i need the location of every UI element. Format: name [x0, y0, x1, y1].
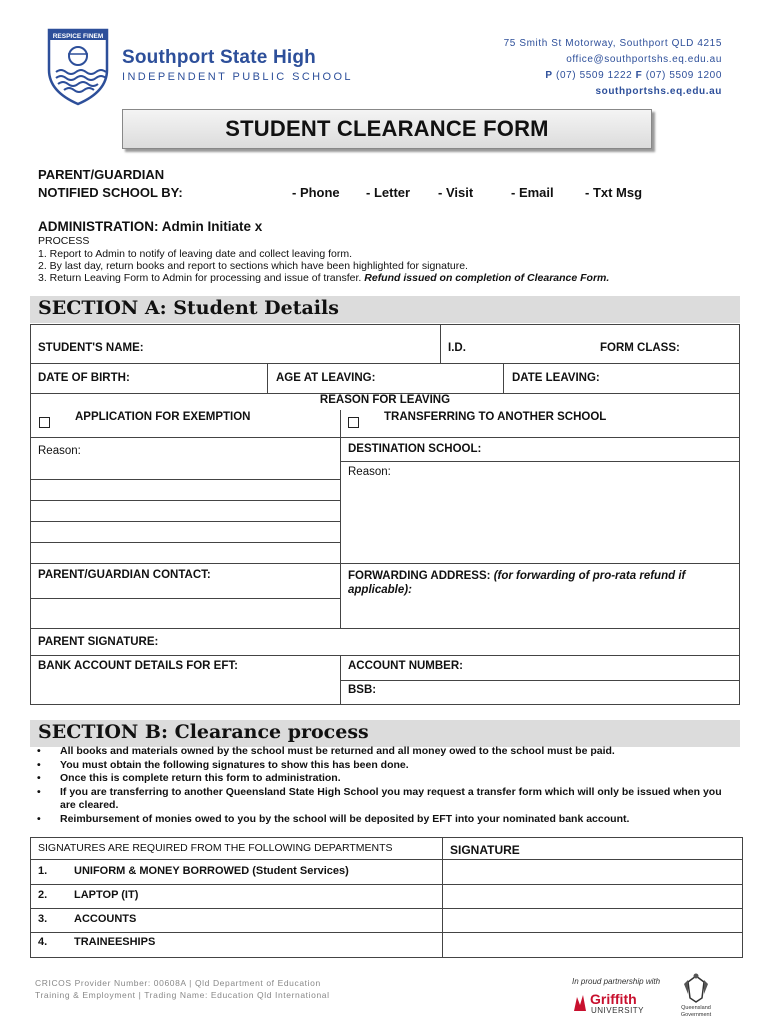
section-a-title: SECTION A: Student Details — [38, 297, 339, 319]
crest-motto: RESPICE FINEM — [52, 33, 104, 40]
process-step-2: 2. By last day, return books and report to sections which have been highlighted for signature. — [38, 260, 468, 272]
signature-field-traineeships[interactable] — [443, 933, 742, 957]
signature-field-laptop[interactable] — [443, 885, 742, 908]
notified-option-phone: - Phone — [292, 185, 340, 200]
forwarding-address-title: FORWARDING ADDRESS: — [348, 570, 491, 582]
bank-account-label: BANK ACCOUNT DETAILS FOR EFT: — [38, 660, 238, 672]
department-row-num: 1. — [38, 865, 48, 877]
departments-header: SIGNATURES ARE REQUIRED FROM THE FOLLOWING DEPARTMENTS — [38, 842, 393, 854]
students-name-field[interactable] — [200, 330, 430, 360]
destination-school-label: DESTINATION SCHOOL: — [348, 443, 482, 455]
school-crest-logo — [46, 26, 110, 106]
school-phone-fax — [545, 70, 722, 81]
signature-header: SIGNATURE — [450, 843, 520, 857]
age-at-leaving-label: AGE AT LEAVING: — [276, 372, 376, 384]
griffith-flame-icon — [572, 993, 588, 1011]
forwarding-address-note: (for forwarding of pro-rata refund if applicable): — [348, 570, 686, 596]
signature-field-uniform[interactable] — [443, 860, 742, 884]
footer-cricos: CRICOS Provider Number: 00608A | Qld Department of Education — [35, 978, 321, 988]
date-of-birth-label: DATE OF BIRTH: — [38, 372, 130, 384]
bullet-item: • Reimbursement of monies owed to you by the school will be deposited by EFT into your nominated bank account. — [30, 813, 730, 827]
school-email[interactable]: office@southportshs.eq.edu.au — [566, 54, 722, 65]
bullet-item: • Once this is complete return this form to administration. — [30, 772, 730, 786]
process-step-3-emphasis: Refund issued on completion of Clearance Form. — [364, 272, 610, 284]
department-row-num: 4. — [38, 936, 48, 948]
partnership-text: In proud partnership with — [572, 977, 661, 986]
account-number-label: ACCOUNT NUMBER: — [348, 660, 463, 672]
bullet-item: • You must obtain the following signatures to show this has been done. — [30, 759, 730, 773]
exemption-checkbox[interactable] — [39, 417, 50, 428]
department-row-name: UNIFORM & MONEY BORROWED (Student Services) — [74, 865, 349, 877]
school-subtitle: INDEPENDENT PUBLIC SCHOOL — [122, 71, 353, 83]
university-wordmark: UNIVERSITY — [591, 1006, 645, 1015]
footer-trading-name: Training & Employment | Trading Name: Education Qld International — [35, 990, 330, 1000]
process-label: PROCESS — [38, 235, 90, 247]
bsb-label: BSB: — [348, 684, 377, 696]
process-step-3-text: 3. Return Leaving Form to Admin for processing and issue of transfer. — [38, 272, 362, 284]
transferring-checkbox[interactable] — [348, 417, 359, 428]
form-title: STUDENT CLEARANCE FORM — [225, 116, 549, 141]
notified-option-email: - Email — [511, 185, 554, 200]
qld-gov-line1: Queensland — [681, 1005, 711, 1011]
school-name: Southport State High — [122, 47, 316, 68]
transferring-label: TRANSFERRING TO ANOTHER SCHOOL — [384, 411, 607, 423]
reason-for-leaving-heading: REASON FOR LEAVING — [319, 394, 451, 406]
signature-field-accounts[interactable] — [443, 909, 742, 932]
reason-right-label: Reason: — [348, 466, 391, 478]
notified-label-line1: PARENT/GUARDIAN — [38, 167, 165, 182]
bullet-item: • All books and materials owned by the school must be returned and all money owed to the school must be paid. — [30, 745, 730, 759]
qld-coat-of-arms-icon — [678, 972, 714, 1004]
section-b-header — [30, 720, 740, 747]
reason-left-label: Reason: — [38, 445, 81, 457]
section-b-title: SECTION B: Clearance process — [38, 721, 369, 743]
notified-option-visit: - Visit — [438, 185, 474, 200]
griffith-wordmark: Griffith — [590, 991, 637, 1007]
department-row-name: TRAINEESHIPS — [74, 936, 156, 948]
parent-contact-label: PARENT/GUARDIAN CONTACT: — [38, 569, 211, 581]
bullet-item: • If you are transferring to another Queensland State High School you may request a transfer form which will only be issued when you are cleared. — [30, 786, 730, 813]
process-step-3 — [38, 272, 609, 284]
department-row-name: ACCOUNTS — [74, 913, 137, 925]
school-website[interactable]: southportshs.eq.edu.au — [595, 86, 722, 97]
process-step-1: 1. Report to Admin to notify of leaving date and collect leaving form. — [38, 248, 353, 260]
section-a-header — [30, 296, 740, 323]
qld-gov-line2: Government — [680, 1012, 712, 1018]
students-name-label: STUDENT'S NAME: — [38, 342, 144, 354]
date-leaving-label: DATE LEAVING: — [512, 372, 600, 384]
department-row-num: 3. — [38, 913, 48, 925]
fax-label: F — [635, 70, 643, 81]
department-row-name: LAPTOP (IT) — [74, 889, 139, 901]
notified-option-txt-msg: - Txt Msg — [585, 185, 643, 200]
form-title-box — [122, 109, 652, 149]
student-id-label: I.D. — [448, 342, 466, 354]
griffith-university-logo — [572, 991, 662, 1019]
queensland-government-logo — [676, 972, 716, 1022]
phone-number: (07) 5509 1222 — [556, 70, 633, 81]
fax-number: (07) 5509 1200 — [645, 70, 722, 81]
form-class-label: FORM CLASS: — [600, 342, 680, 354]
department-row-num: 2. — [38, 889, 48, 901]
notified-option-letter: - Letter — [366, 185, 411, 200]
phone-label: P — [545, 70, 553, 81]
administration-heading: ADMINISTRATION: Admin Initiate x — [38, 219, 263, 234]
forwarding-address-label — [348, 569, 734, 597]
exemption-label: APPLICATION FOR EXEMPTION — [75, 411, 251, 423]
parent-signature-label: PARENT SIGNATURE: — [38, 636, 159, 648]
clearance-bullets — [30, 745, 730, 826]
notified-label-line2: NOTIFIED SCHOOL BY: — [38, 185, 183, 200]
school-address: 75 Smith St Motorway, Southport QLD 4215 — [503, 38, 722, 49]
